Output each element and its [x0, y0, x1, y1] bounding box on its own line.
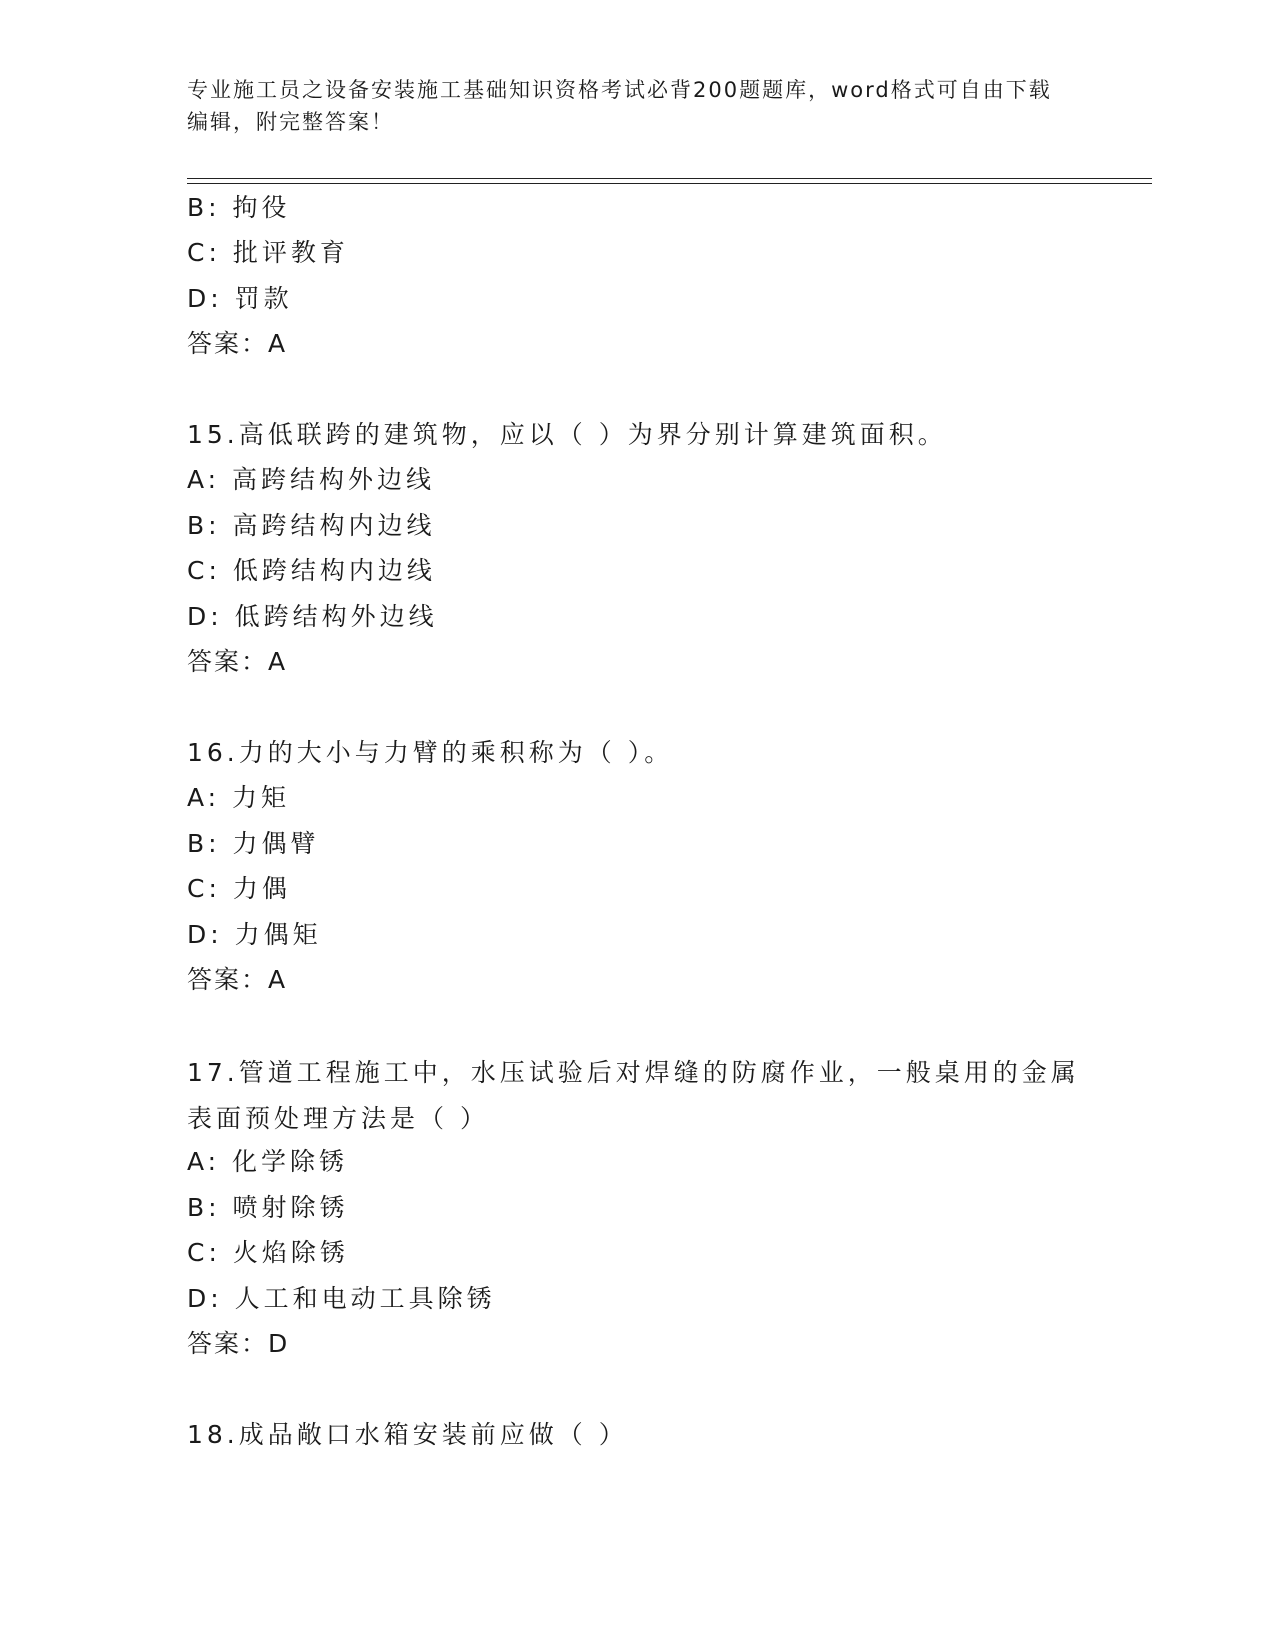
q17-option-b: B: 喷射除锈	[187, 1193, 349, 1222]
q16-answer: 答案：A	[187, 965, 288, 994]
q16-option-b: B: 力偶臂	[187, 829, 320, 858]
document-header: 专业施工员之设备安装施工基础知识资格考试必背200题题库，word格式可自由下载编辑，附完整答案！	[187, 78, 1052, 134]
question-18: 18.成品敞口水箱安装前应做（ ）	[187, 1420, 628, 1449]
header-rule-bottom	[187, 183, 1152, 184]
q16-option-c: C: 力偶	[187, 874, 291, 903]
option-b: B: 拘役	[187, 193, 291, 222]
q16-option-d: D: 力偶矩	[187, 920, 322, 949]
q15-option-a: A: 高跨结构外边线	[187, 465, 436, 494]
option-c: C: 批评教育	[187, 238, 349, 267]
question-15: 15.高低联跨的建筑物，应以（ ）为界分别计算建筑面积。	[187, 420, 947, 449]
q17-option-d: D: 人工和电动工具除锈	[187, 1284, 496, 1313]
option-d: D: 罚款	[187, 284, 293, 313]
header-rule-top	[187, 178, 1152, 179]
answer: 答案：A	[187, 329, 288, 358]
q15-answer: 答案：A	[187, 647, 288, 676]
q15-option-c: C: 低跨结构内边线	[187, 556, 436, 585]
q16-option-a: A: 力矩	[187, 783, 291, 812]
q17-option-c: C: 火焰除锈	[187, 1238, 349, 1267]
q17-option-a: A: 化学除锈	[187, 1147, 349, 1176]
q17-answer: 答案：D	[187, 1329, 290, 1358]
question-17: 17.管道工程施工中，水压试验后对焊缝的防腐作业，一般桌用的金属表面预处理方法是（ ）	[187, 1058, 1080, 1133]
question-16: 16.力的大小与力臂的乘积称为（ ）。	[187, 738, 674, 767]
q15-option-d: D: 低跨结构外边线	[187, 602, 438, 631]
q15-option-b: B: 高跨结构内边线	[187, 511, 436, 540]
